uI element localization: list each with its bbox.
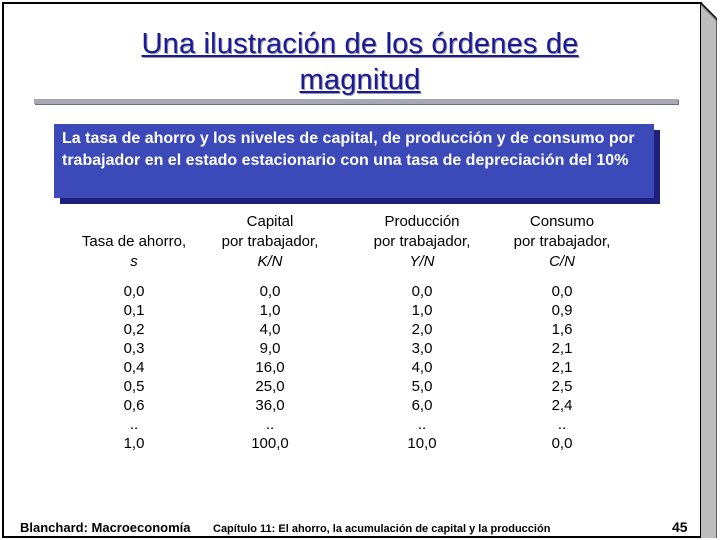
column-header-line-2: por trabajador, (513, 233, 611, 250)
column-header-line-2: por trabajador, (221, 233, 319, 250)
table-cell: 0,0 (411, 283, 433, 300)
table-cell: 25,0 (255, 378, 285, 395)
table-column-output (352, 212, 492, 453)
table-cell: 0,3 (123, 340, 145, 357)
table-cell: 1,6 (551, 321, 573, 338)
table-cell: 2,1 (551, 340, 573, 357)
table-cell: 0,0 (123, 283, 145, 300)
table-cell: 2,5 (551, 378, 573, 395)
table-cell: 5,0 (411, 378, 433, 395)
table-cell: 100,0 (251, 435, 289, 452)
table-cell: .. (557, 416, 567, 433)
page-number: 45 (672, 519, 688, 535)
column-header (62, 212, 206, 276)
table-column-capital (206, 212, 334, 453)
table-cell: 36,0 (255, 397, 285, 414)
table-cell: .. (129, 416, 139, 433)
table-cell: 3,0 (411, 340, 433, 357)
table-cell: 10,0 (407, 435, 437, 452)
table-cell: 0,4 (123, 359, 145, 376)
slide-title-line-1: Una ilustración de los órdenes de (141, 28, 579, 60)
column-header-line-1 (62, 212, 206, 232)
column-header-symbol: K/N (257, 253, 283, 270)
column-header-line-1: Consumo (529, 213, 595, 230)
column-header-line-2: Tasa de ahorro, (81, 233, 187, 250)
footer-book-title: Blanchard: Macroeconomía (20, 520, 191, 535)
table-cell: 4,0 (411, 359, 433, 376)
table-cell: 1,0 (123, 435, 145, 452)
column-values (62, 282, 206, 453)
table-column-savings-rate (62, 212, 206, 453)
column-header-symbol: C/N (549, 253, 575, 270)
frame-border-bottom (2, 536, 702, 538)
table-cell: 1,0 (411, 302, 433, 319)
table-cell: 2,1 (551, 359, 573, 376)
table-cell: 6,0 (411, 397, 433, 414)
column-values (352, 282, 492, 453)
slide-title (40, 26, 680, 98)
column-header-line-1: Capital (246, 213, 294, 230)
table-cell: 2,4 (551, 397, 573, 414)
footer-chapter: Capítulo 11: El ahorro, la acumulación de capital y la producción (213, 523, 551, 535)
table-column-consumption (494, 212, 630, 453)
table-cell: 0,0 (259, 283, 281, 300)
column-header-line-2: por trabajador, (373, 233, 471, 250)
column-header (494, 212, 630, 276)
column-values (206, 282, 334, 453)
column-header-line-1: Producción (384, 213, 460, 230)
slide-title-line-2: magnitud (299, 64, 421, 96)
table-cell: 0,0 (551, 435, 573, 452)
table-cell: 9,0 (259, 340, 281, 357)
table-cell: 0,2 (123, 321, 145, 338)
table-cell: 0,9 (551, 302, 573, 319)
frame-border-left (2, 2, 4, 538)
title-underline-rule (34, 99, 678, 104)
column-values (494, 282, 630, 453)
table-cell: 4,0 (259, 321, 281, 338)
callout-text: La tasa de ahorro y los niveles de capital, de producción y de consumo por trabajador en el estado estacionario con una tasa de depreciación del 10% (62, 130, 635, 169)
column-header-symbol: Y/N (409, 253, 435, 270)
slide-bevel-edge (700, 2, 717, 538)
table-cell: 0,0 (551, 283, 573, 300)
table-cell: 2,0 (411, 321, 433, 338)
column-header (206, 212, 334, 276)
table-cell: 16,0 (255, 359, 285, 376)
table-cell: .. (417, 416, 427, 433)
frame-border-top (2, 2, 702, 4)
table-cell: 0,6 (123, 397, 145, 414)
table-cell: 0,5 (123, 378, 145, 395)
table-cell: 0,1 (123, 302, 145, 319)
table-cell: 1,0 (259, 302, 281, 319)
column-header-symbol: s (130, 253, 138, 270)
table-cell: .. (265, 416, 275, 433)
column-header (352, 212, 492, 276)
